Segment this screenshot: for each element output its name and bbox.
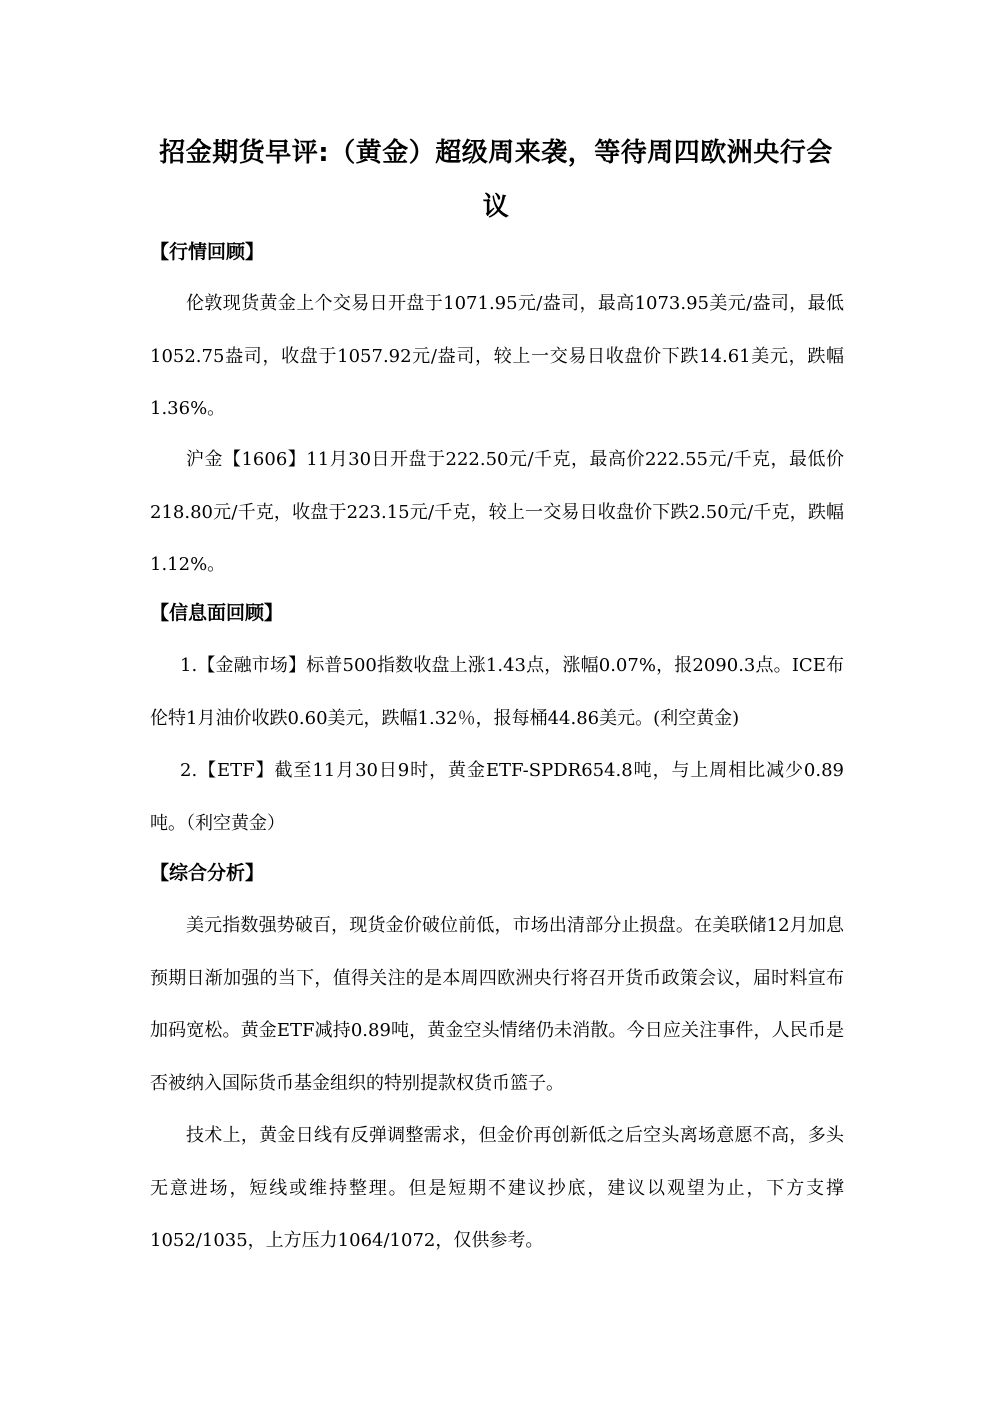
paragraph-analysis-technical: 技术上，黄金日线有反弹调整需求，但金价再创新低之后空头离场意愿不高，多头无意进场，短线或维持整理。但是短期不建议抄底，建议以观望为止，下方支撑1052/1035，上方压力1064/1072，仅供参考。 [150, 1125, 844, 1251]
paragraph-shanghai-gold: 沪金【1606】11月30日开盘于222.50元/千克，最高价222.55元/千克，最低价218.80元/千克，收盘于223.15元/千克，较上一交易日收盘价下跌2.50元/千克，跌幅1.12%。 [150, 449, 844, 575]
paragraph-london-gold: 伦敦现货黄金上个交易日开盘于1071.95元/盎司，最高1073.95美元/盎司，最低1052.75盎司，收盘于1057.92元/盎司，较上一交易日收盘价下跌14.61美元，跌幅1.36%。 [150, 293, 844, 419]
section-heading-analysis: 【综合分析】 [150, 862, 265, 884]
paragraph-analysis-fundamental: 美元指数强势破百，现货金价破位前低，市场出清部分止损盘。在美联储12月加息预期日渐加强的当下，值得关注的是本周四欧洲央行将召开货币政策会议，届时料宣布加码宽松。黄金ETF减持0.89吨，黄金空头情绪仍未消散。今日应关注事件，人民币是否被纳入国际货币基金组织的特别提款权货币篮子。 [150, 915, 844, 1094]
paragraph-etf: 2.【ETF】截至11月30日9时，黄金ETF-SPDR654.8吨，与上周相比减少0.89吨。（利空黄金） [150, 760, 844, 834]
document-title: 招金期货早评:（黄金）超级周来袭，等待周四欧洲央行会议 [159, 138, 833, 222]
section-heading-info-review: 【信息面回顾】 [150, 602, 284, 624]
section-heading-market-review: 【行情回顾】 [150, 241, 265, 263]
paragraph-financial-market: 1.【金融市场】标普500指数收盘上涨1.43点，涨幅0.07%，报2090.3点。ICE布伦特1月油价收跌0.60美元，跌幅1.32％，报每桶44.86美元。(利空黄金) [150, 655, 844, 729]
